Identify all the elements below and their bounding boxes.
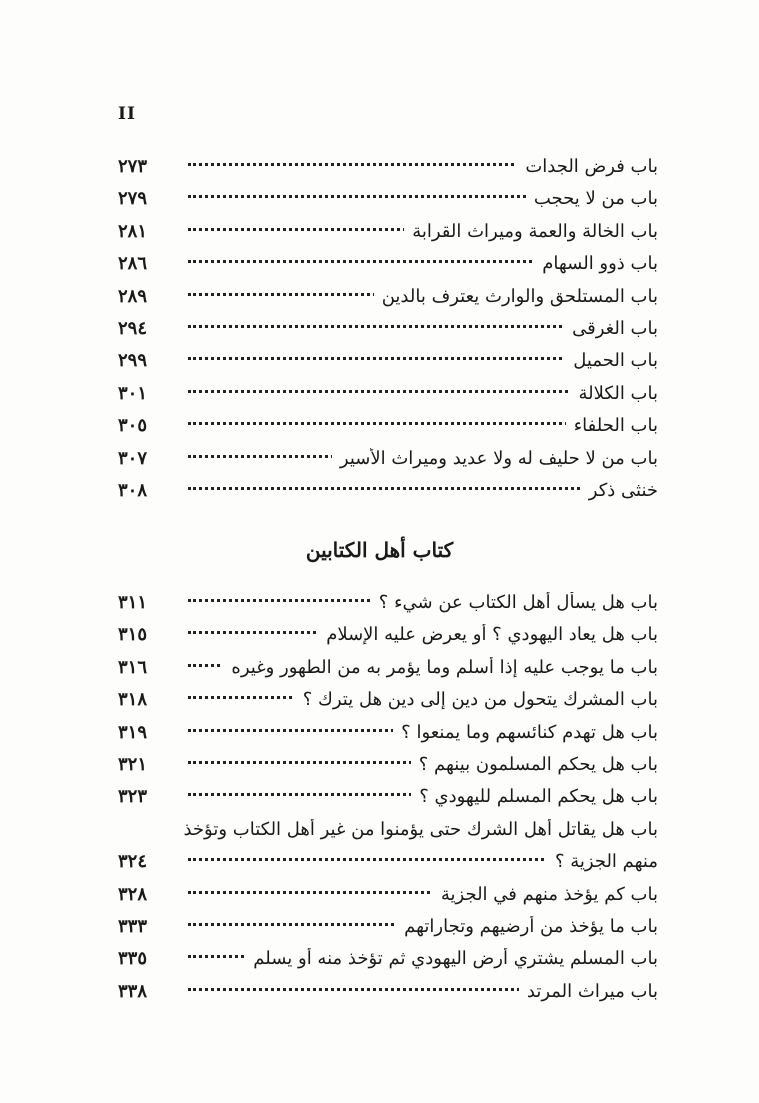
toc-entry <box>118 782 658 814</box>
toc-page-number: ٣٣٣ <box>118 915 148 937</box>
toc-entry-title: باب هل يقاتل أهل الشرك حتى يؤمنوا من غير أهل الكتاب وتؤخذ <box>175 819 658 840</box>
toc-page-number: ٢٧٩ <box>118 188 148 210</box>
toc-entry-title: باب الغرقى <box>564 318 658 339</box>
toc-entry-title: باب الحميل <box>565 350 658 371</box>
toc-entry <box>118 944 658 976</box>
toc-entry-title: باب هل تهدم كنائسهم وما يمنعوا ؟ <box>393 722 658 743</box>
toc-entry-title: باب هل يحكم المسلمون بينهم ؟ <box>411 754 658 775</box>
toc-entry <box>118 217 658 249</box>
toc-entry-title: باب هل يعاد اليهودي ؟ أو يعرض عليه الإسلام <box>318 624 658 645</box>
toc-entry <box>118 282 658 314</box>
toc-entry-title: باب فرض الجدات <box>517 156 658 177</box>
toc-entry <box>118 314 658 346</box>
toc-entry-title: باب ما يوجب عليه إذا أسلم وما يؤمر به من الطهور وغيره <box>223 657 658 678</box>
toc-page-number: ٢٩٤ <box>118 317 148 339</box>
toc-entry <box>118 379 658 411</box>
toc-page-number: ٣٠٨ <box>118 479 148 501</box>
toc-page-number: ٣٢٣ <box>118 786 148 808</box>
page-number: II <box>118 104 136 124</box>
toc-entry-title: منهم الجزية ؟ <box>547 851 658 872</box>
toc-entry-title: باب الحلفاء <box>566 415 658 436</box>
toc-entry <box>118 653 658 685</box>
toc-page-number: ٣١١ <box>118 592 148 613</box>
toc-page-number: ٣٢٨ <box>118 883 148 905</box>
section-heading: كتاب أهل الكتابين <box>305 538 454 562</box>
toc-page-number: ٣٣٥ <box>118 948 148 970</box>
toc-page-number: ٢٧٣ <box>118 156 148 177</box>
toc-entry-title: باب الخالة والعمة وميراث القرابة <box>404 221 658 242</box>
toc-entry <box>118 718 658 750</box>
toc-entry <box>118 847 658 879</box>
toc-entry <box>118 880 658 912</box>
toc-list-people-of-the-book <box>118 588 658 1009</box>
toc-entry-title: باب الكلالة <box>571 383 658 404</box>
toc-entry-title: باب ذوو السهام <box>534 253 658 274</box>
toc-entry-title: خنثى ذكر <box>581 480 658 501</box>
toc-page-number: ٢٨١ <box>118 220 148 242</box>
toc-page-number: ٣٢١ <box>118 753 148 775</box>
toc-entry-title: باب المشرك يتحول من دين إلى دين هل يترك ؟ <box>295 689 658 710</box>
toc-entry <box>118 444 658 476</box>
toc-entry <box>118 184 658 216</box>
toc-entry-title: باب من لا حليف له ولا عديد وميراث الأسير <box>332 448 658 469</box>
toc-page-number: ٣٣٨ <box>118 980 148 1002</box>
toc-entry-title: باب من لا يحجب <box>526 188 658 209</box>
toc-entry <box>118 152 658 184</box>
toc-entry-title: باب المسلم يشتري أرض اليهودي ثم تؤخذ منه أو يسلم <box>245 948 658 969</box>
toc-entry-title: باب المستلحق والوارث يعترف بالدين <box>374 286 658 307</box>
toc-entry <box>118 977 658 1009</box>
toc-page-number: ٢٨٦ <box>118 253 148 275</box>
toc-entry <box>118 685 658 717</box>
toc-page-number: ٣١٥ <box>118 624 148 646</box>
toc-entry <box>118 346 658 378</box>
toc-page-number: ٣١٦ <box>118 656 148 678</box>
toc-list-inheritance <box>118 152 658 508</box>
toc-page-number: ٣٠١ <box>118 382 148 404</box>
toc-entry <box>118 815 658 847</box>
toc-page-number: ٣١٨ <box>118 689 148 711</box>
toc-entry <box>118 476 658 508</box>
toc-entry <box>118 588 658 620</box>
toc-entry <box>118 411 658 443</box>
toc-entry-title: باب كم يؤخذ منهم في الجزية <box>433 884 658 905</box>
toc-entry <box>118 912 658 944</box>
toc-entry <box>118 750 658 782</box>
toc-entry-title: باب هل يسأل أهل الكتاب عن شيء ؟ <box>371 592 658 613</box>
toc-page-number: ٣٢٤ <box>118 851 148 873</box>
toc-page-number: ٣١٩ <box>118 721 148 743</box>
toc-page-number: ٣٠٥ <box>118 415 148 437</box>
toc-entry <box>118 249 658 281</box>
toc-entry-title: باب ما يؤخذ من أرضيهم وتجاراتهم <box>396 916 658 937</box>
toc-entry-title: باب ميراث المرتد <box>519 981 658 1002</box>
toc-page-number: ٣٠٧ <box>118 447 148 469</box>
toc-entry <box>118 620 658 652</box>
toc-entry-title: باب هل يحكم المسلم لليهودي ؟ <box>411 786 658 807</box>
toc-page-number: ٢٩٩ <box>118 350 148 372</box>
toc-page-number: ٢٨٩ <box>118 285 148 307</box>
